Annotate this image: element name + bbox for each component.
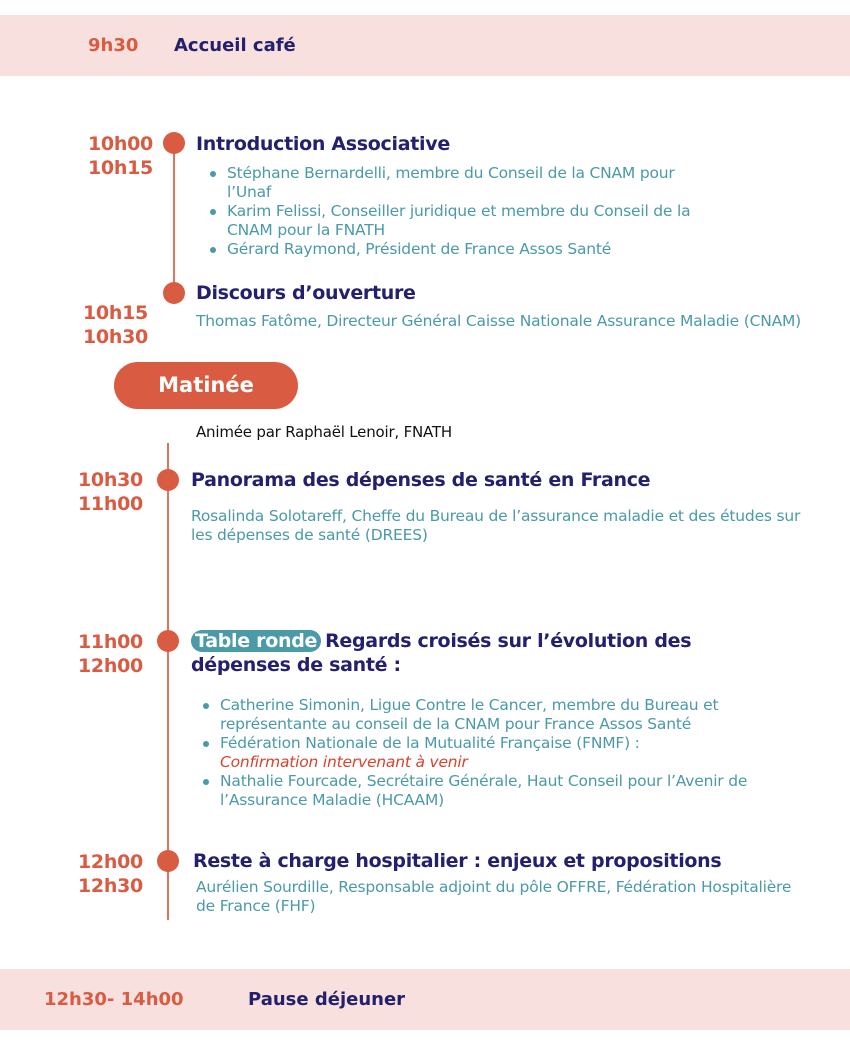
timeline-dot	[157, 630, 179, 652]
timeline-dot	[163, 132, 185, 154]
speaker-item: Stéphane Bernardelli, membre du Conseil de la CNAM pour l’Unaf	[205, 164, 715, 202]
time-end: 10h15	[88, 157, 153, 179]
speaker-item	[198, 696, 808, 734]
time-start: 10h00	[88, 133, 153, 155]
welcome-band	[0, 15, 850, 76]
speaker-item	[198, 772, 808, 810]
session-title: Reste à charge hospitalier : enjeux et propositions	[193, 850, 722, 872]
time-end: 12h00	[78, 655, 143, 677]
session-description: Aurélien Sourdille, Responsable adjoint du pôle OFFRE, Fédération Hospitalière de France (FHF)	[196, 878, 792, 915]
session-time	[78, 850, 143, 898]
timeline-dot	[157, 850, 179, 872]
session-time	[83, 301, 148, 349]
time-start: 10h15	[83, 302, 148, 324]
session-description: Thomas Fatôme, Directeur Général Caisse Nationale Assurance Maladie (CNAM)	[196, 312, 802, 330]
session-description: Rosalinda Solotareff, Cheffe du Bureau de l’assurance maladie et des études sur les dépenses de santé (DREES)	[191, 507, 801, 544]
speaker-list	[205, 164, 715, 259]
speaker-text: Nathalie Fourcade, Secrétaire Générale, Haut Conseil pour l’Avenir de l’Assurance Maladie (HCAAM)	[220, 772, 748, 809]
lunch-band	[0, 969, 850, 1030]
time-end: 10h30	[83, 326, 148, 348]
lunch-label: Pause déjeuner	[248, 989, 406, 1010]
speaker-text: Fédération Nationale de la Mutualité Française (FNMF) :	[220, 734, 640, 752]
time-start: 10h30	[78, 469, 143, 491]
time-start: 12h00	[78, 851, 143, 873]
welcome-label: Accueil café	[174, 35, 296, 56]
timeline-line	[173, 143, 175, 293]
timeline-line	[167, 443, 169, 920]
speaker-list	[198, 696, 808, 810]
time-end: 12h30	[78, 875, 143, 897]
session-title-block	[191, 629, 751, 677]
moderator-text: Animée par Raphaël Lenoir, FNATH	[196, 423, 452, 441]
session-time	[88, 132, 153, 180]
morning-badge: Matinée	[114, 362, 298, 409]
session-time	[78, 630, 143, 678]
timeline-dot	[163, 282, 185, 304]
time-start: 11h00	[78, 631, 143, 653]
session-title: Regards croisés sur l’évolution des dépenses de santé :	[191, 630, 692, 676]
timeline-dot	[157, 469, 179, 491]
speaker-item: Gérard Raymond, Président de France Assos Santé	[205, 240, 715, 259]
speaker-item: Karim Felissi, Conseiller juridique et membre du Conseil de la CNAM pour la FNATH	[205, 202, 715, 240]
round-table-tag: Table ronde	[191, 630, 321, 652]
session-title: Panorama des dépenses de santé en France	[191, 469, 651, 491]
welcome-time: 9h30	[88, 35, 139, 56]
session-title: Discours d’ouverture	[196, 282, 416, 304]
speaker-text: Catherine Simonin, Ligue Contre le Cancer, membre du Bureau et représentante au conseil de la CNAM pour France Assos Santé	[220, 696, 719, 733]
session-title: Introduction Associative	[196, 133, 450, 155]
time-end: 11h00	[78, 493, 143, 515]
pending-confirmation-note: Confirmation intervenant à venir	[220, 753, 468, 771]
speaker-item	[198, 734, 808, 772]
session-time	[78, 468, 143, 516]
lunch-time: 12h30- 14h00	[44, 989, 184, 1010]
